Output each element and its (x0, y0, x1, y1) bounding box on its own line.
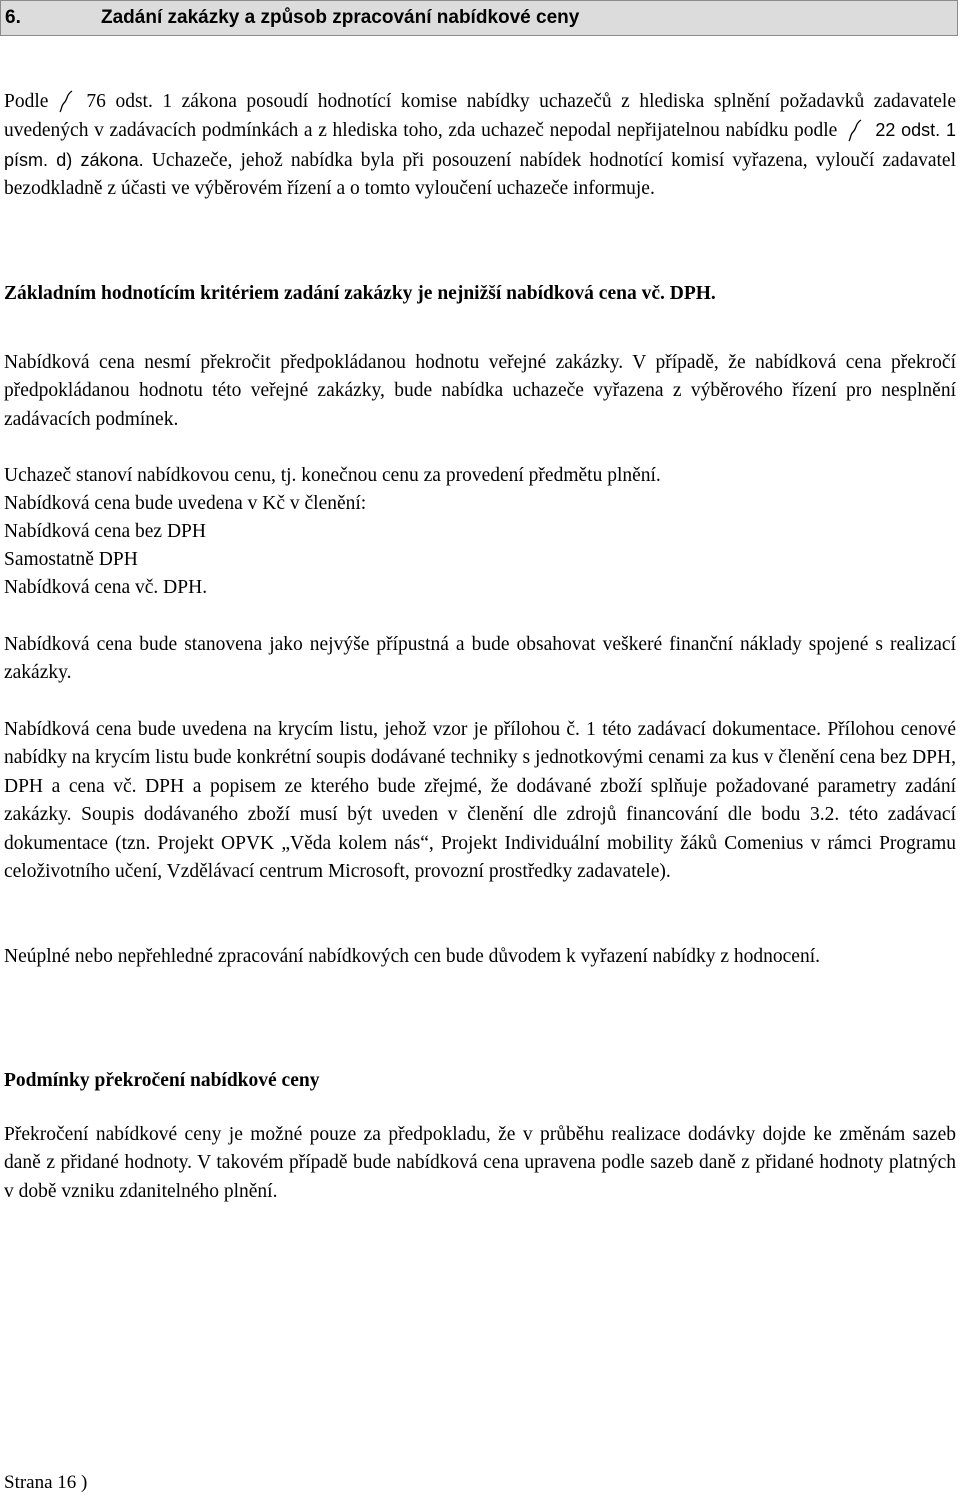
page-footer: Strana 16 ) (4, 1472, 88, 1493)
paragraph-max-price: Nabídková cena bude stanovena jako nejvýše přípustná a bude obsahovat veškeré finanční náklady spojené s realizací zakázky. (4, 634, 956, 684)
legal-reference: 22 odst. 1 písm. d) zákona. (4, 120, 956, 170)
subheading: Podmínky překročení nabídkové ceny (4, 1070, 320, 1091)
section-sign-icon (845, 118, 867, 142)
price-line-3: Nabídková cena bez DPH (4, 521, 206, 542)
section-sign-icon (56, 89, 78, 113)
price-line-2: Nabídková cena bude uvedena v Kč v členění: (4, 493, 367, 514)
price-line-1: Uchazeč stanoví nabídkovou cenu, tj. konečnou cenu za provedení předmětu plnění. (4, 465, 661, 486)
paragraph-text: 76 odst. 1 zákona posoudí hodnotící komise nabídky uchazečů z hlediska splnění požadavků zadavatele uvedených v zadávacích podmínkách a z hlediska toho, zda uchazeč nepodal nepřijatelnou nabídku podle (4, 91, 956, 142)
paragraph-text: Podle (4, 91, 49, 112)
section-number: 6. (5, 7, 21, 28)
price-line-5: Nabídková cena vč. DPH. (4, 577, 208, 598)
paragraph-evaluation (4, 88, 956, 204)
paragraph-text: Uchazeče, jehož nabídka byla při posouzení nabídek hodnotící komisí vyřazena, vyloučí zadavatel bezodkladně z účasti ve výběrovém řízení a o tomto vyloučení uchazeče informuje. (4, 149, 956, 200)
paragraph-price-limit: Nabídková cena nesmí překročit předpokládanou hodnotu veřejné zakázky. V případě, že nabídková cena překročí předpokládanou hodnotu této veřejné zakázky, bude nabídka uchazeče vyřazena z výběrového řízení pro nesplnění zadávacích podmínek. (4, 352, 956, 430)
section-heading (0, 0, 958, 36)
paragraph-incomplete: Neúplné nebo nepřehledné zpracování nabídkových cen bude důvodem k vyřazení nabídky z hodnocení. (4, 946, 821, 967)
criterion-statement: Základním hodnotícím kritériem zadání zakázky je nejnižší nabídková cena vč. DPH. (4, 283, 716, 304)
paragraph-cover-sheet: Nabídková cena bude uvedena na krycím listu, jehož vzor je přílohou č. 1 této zadávací dokumentace. Přílohou cenové nabídky na krycím listu bude konkrétní soupis dodávané techniky s jednotkovými cenami za kus v členění cena bez DPH, DPH a cena vč. DPH a popisem ze kterého bude zřejmé, že dodávané zboží splňuje požadované parametry zadání zakázky. Soupis dodávaného zboží musí být uveden v členění dle zdrojů financování dle bodu 3.2. této zadávací dokumentace (tzn. Projekt OPVK „Věda kolem nás“, Projekt Individuální mobility žáků Comenius v rámci Programu celoživotního učení, Vzdělávací centrum Microsoft, provozní prostředky zadavatele). (4, 719, 956, 883)
paragraph-price-exceed: Překročení nabídkové ceny je možné pouze za předpokladu, že v průběhu realizace dodávky dojde ke změnám sazeb daně z přidané hodnoty. V takovém případě bude nabídková cena upravena podle sazeb daně z přidané hodnoty platných v době vzniku zdanitelného plnění. (4, 1124, 956, 1202)
price-line-4: Samostatně DPH (4, 549, 138, 570)
section-title: Zadání zakázky a způsob zpracování nabídkové ceny (101, 7, 580, 28)
